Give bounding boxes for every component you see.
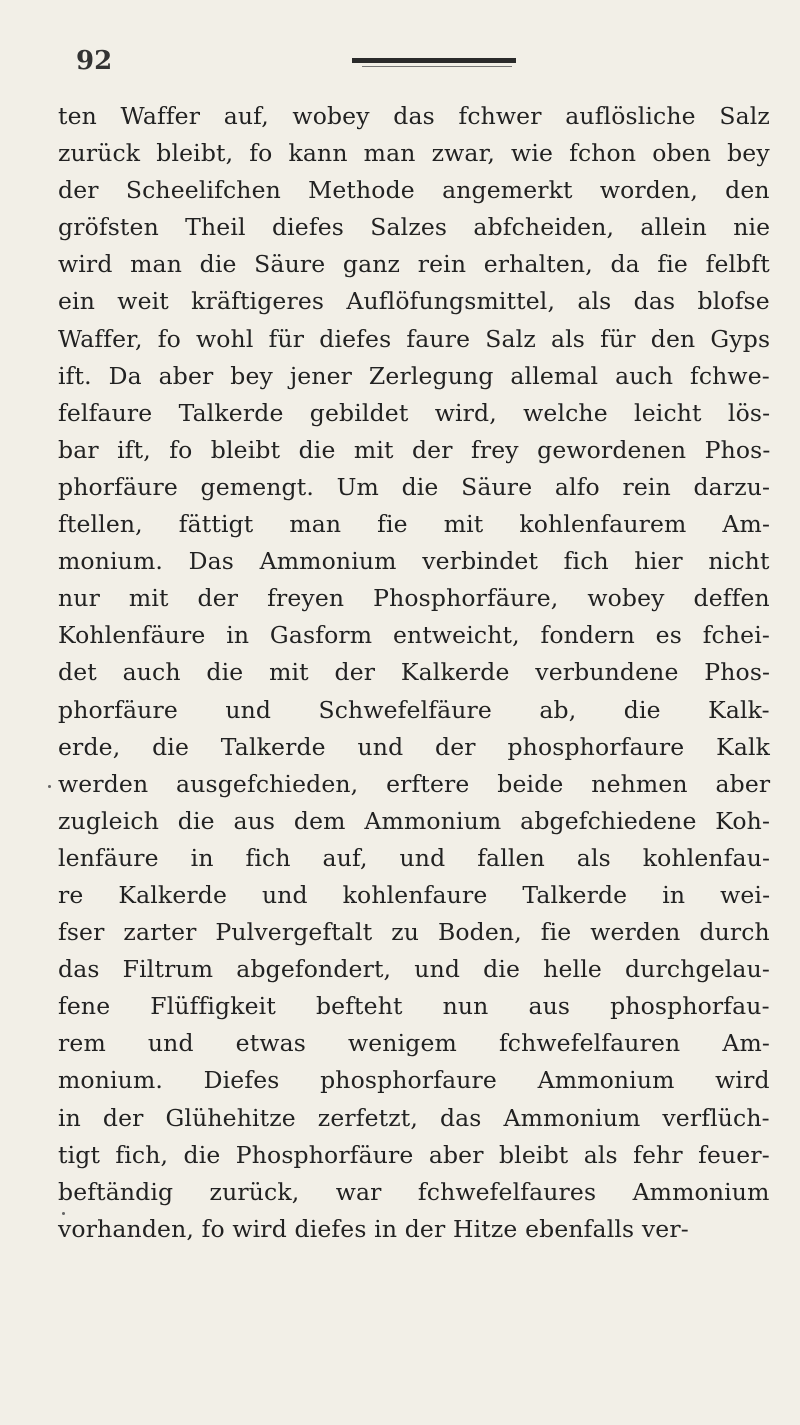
text-line: fser zarter Pulvergeftalt zu Boden, fie werden durch — [58, 918, 770, 947]
text-line: Waffer, fo wohl für diefes faure Salz als für den Gyps — [58, 324, 771, 353]
text-line: zugleich die aus dem Ammonium abgefchiedene Koh- — [58, 806, 771, 835]
text-line: gröfsten Theil diefes Salzes abfcheiden, allein nie — [58, 213, 771, 242]
page-number: 92 — [76, 46, 113, 76]
paper-speck — [62, 1212, 65, 1215]
header-rule-thin — [362, 66, 512, 67]
text-line: rem und etwas wenigem fchwefelfauren Am- — [58, 1029, 770, 1058]
text-line: lenfäure in fich auf, und fallen als kohlenfau- — [58, 843, 771, 872]
text-line: det auch die mit der Kalkerde verbundene Phos- — [58, 658, 771, 687]
text-line: werden ausgefchieden, erftere beide nehmen aber — [58, 769, 771, 798]
text-line: in der Glühehitze zerfetzt, das Ammonium verflüch- — [58, 1103, 770, 1132]
text-line: re Kalkerde und kohlenfaure Talkerde in wei- — [58, 880, 771, 909]
text-line: ift. Da aber bey jener Zerlegung allemal auch fchwe- — [58, 361, 770, 390]
text-line: fene Flüffigkeit befteht nun aus phosphorfau- — [58, 992, 770, 1021]
text-line: monium. Diefes phosphorfaure Ammonium wird — [58, 1066, 770, 1095]
text-line: monium. Das Ammonium verbindet fich hier nicht — [58, 547, 770, 576]
text-line: ten Waffer auf, wobey das fchwer auflösliche Salz — [58, 102, 770, 130]
text-line: phorfäure und Schwefelfäure ab, die Kalk- — [58, 695, 770, 724]
text-line: felfaure Talkerde gebildet wird, welche leicht lös- — [58, 398, 771, 427]
text-line: bar ift, fo bleibt die mit der frey gewordenen Phos- — [58, 435, 771, 464]
text-line: erde, die Talkerde und der phosphorfaure Kalk — [58, 732, 771, 761]
text-line: das Filtrum abgefondert, und die helle durchgelau- — [58, 955, 770, 984]
text-line: phorfäure gemengt. Um die Säure alfo rein darzu- — [58, 472, 771, 501]
text-line: ftellen, fättigt man fie mit kohlenfaurem Am- — [58, 510, 771, 539]
text-line: wird man die Säure ganz rein erhalten, da fie felbft — [58, 250, 770, 279]
text-line: der Scheelifchen Methode angemerkt worden, den — [58, 176, 770, 205]
paper-speck — [48, 785, 51, 788]
text-line: nur mit der freyen Phosphorfäure, wobey deffen — [58, 584, 770, 613]
header-rule — [352, 58, 516, 63]
body-text — [58, 98, 770, 1248]
text-line: Kohlenfäure in Gasform entweicht, fondern es fchei- — [58, 621, 770, 650]
text-line: ein weit kräftigeres Auflöfungsmittel, als das blofse — [58, 287, 770, 316]
text-line: beftändig zurück, war fchwefelfaures Ammonium — [58, 1177, 770, 1206]
text-line: tigt fich, die Phosphorfäure aber bleibt als fehr feuer- — [58, 1140, 770, 1169]
text-line: zurück bleibt, fo kann man zwar, wie fchon oben bey — [58, 139, 770, 168]
text-line: vorhanden, fo wird diefes in der Hitze ebenfalls ver- — [58, 1214, 689, 1243]
